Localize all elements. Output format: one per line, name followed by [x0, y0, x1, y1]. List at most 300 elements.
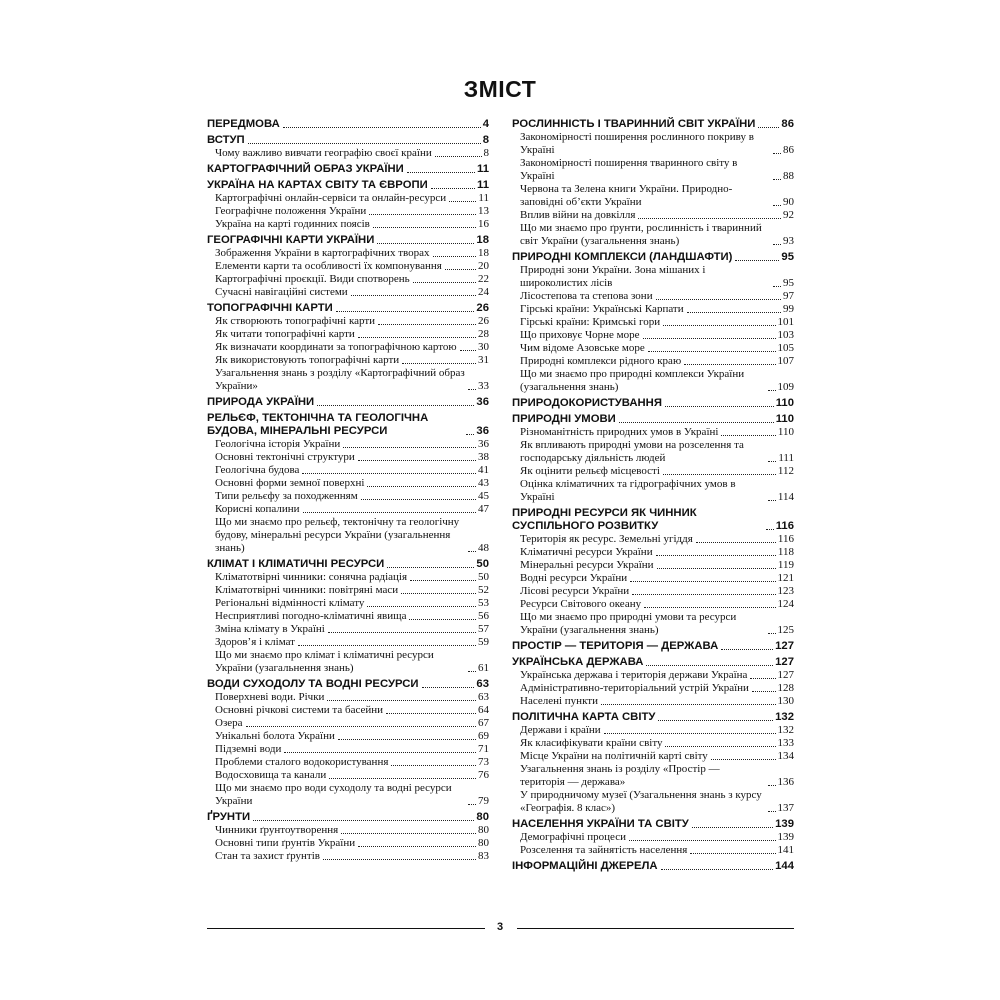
toc-dot-leader [601, 704, 776, 705]
toc-page-number: 28 [478, 328, 489, 340]
toc-entry-title: Як використовують топографічні карти [215, 354, 400, 366]
toc-entry-title: НАСЕЛЕННЯ УКРАЇНИ ТА СВІТУ [512, 818, 689, 830]
toc-page-number: 31 [478, 354, 489, 366]
toc-topic-entry [207, 438, 489, 451]
toc-page-number: 112 [777, 465, 794, 477]
toc-dot-leader [358, 846, 476, 847]
toc-topic-entry [512, 368, 794, 394]
toc-dot-leader [298, 645, 476, 646]
toc-dot-leader [665, 406, 774, 407]
toc-dot-leader [377, 243, 474, 244]
toc-entry-title: Територія як ресурс. Земельні угіддя [520, 533, 693, 545]
toc-dot-leader [663, 474, 776, 475]
toc-dot-leader [768, 811, 776, 812]
toc-page-number: 127 [775, 640, 794, 652]
toc-entry-title: Українська держава і територія держави Україна [520, 669, 748, 681]
toc-section-entry [512, 118, 794, 131]
toc-entry-title: Закономірності поширення рослинного покриву в Україні [520, 131, 754, 156]
toc-entry-title: Що ми знаємо про клімат і кліматичні ресурси України (узагальнення знань) [215, 649, 434, 674]
toc-topic-entry [512, 611, 794, 637]
toc-dot-leader [768, 390, 776, 391]
toc-page-number: 16 [478, 218, 489, 230]
toc-entry-title: Як читати топографічні карти [215, 328, 355, 340]
toc-topic-entry [207, 516, 489, 555]
toc-dot-leader [658, 720, 773, 721]
toc-page-number: 103 [777, 329, 794, 341]
toc-topic-entry [512, 844, 794, 857]
toc-entry-title: Водосховища та канали [215, 769, 327, 781]
toc-entry-title: Держави і країни [520, 724, 601, 736]
toc-entry-title: Що ми знаємо про природні умови та ресурси України (узагальнення знань) [520, 611, 737, 636]
toc-page-number: 118 [777, 546, 794, 558]
toc-entry-title: Геологічна будова [215, 464, 300, 476]
toc-topic-entry [512, 342, 794, 355]
toc-page-number: 8 [482, 134, 489, 146]
toc-page-number: 137 [777, 802, 794, 814]
toc-section-entry [512, 640, 794, 653]
toc-entry-title: Основні типи ґрунтів України [215, 837, 356, 849]
toc-page-number: 101 [777, 316, 794, 328]
toc-dot-leader [604, 733, 776, 734]
toc-topic-entry [207, 730, 489, 743]
toc-entry-title: Як створюють топографічні карти [215, 315, 376, 327]
toc-topic-entry [512, 131, 794, 157]
toc-entry-title: Мінеральні ресурси України [520, 559, 654, 571]
toc-topic-entry [207, 649, 489, 675]
toc-dot-leader [387, 567, 474, 568]
toc-entry-title: Поверхневі води. Річки [215, 691, 325, 703]
toc-topic-entry [512, 585, 794, 598]
toc-page-number: 95 [781, 251, 794, 263]
toc-dot-leader [373, 227, 476, 228]
toc-section-entry [207, 163, 489, 176]
toc-dot-leader [328, 632, 476, 633]
toc-entry-title: Основні форми земної поверхні [215, 477, 365, 489]
toc-topic-entry [207, 704, 489, 717]
toc-topic-entry [207, 691, 489, 704]
toc-entry-title: ПЕРЕДМОВА [207, 118, 280, 130]
toc-topic-entry [207, 490, 489, 503]
toc-topic-entry [207, 341, 489, 354]
toc-topic-entry [512, 439, 794, 465]
toc-section-entry [207, 134, 489, 147]
toc-dot-leader [768, 785, 776, 786]
toc-dot-leader [468, 804, 476, 805]
toc-dot-leader [692, 827, 773, 828]
toc-entry-title: Адміністративно-територіальний устрій України [520, 682, 749, 694]
toc-section-entry [512, 251, 794, 264]
toc-topic-entry [512, 157, 794, 183]
toc-dot-leader [431, 188, 475, 189]
toc-entry-title: ІНФОРМАЦІЙНІ ДЖЕРЕЛА [512, 860, 658, 872]
toc-topic-entry [207, 824, 489, 837]
toc-dot-leader [687, 312, 781, 313]
toc-dot-leader [410, 580, 476, 581]
toc-entry-title: Різноманітність природних умов в Україні [520, 426, 719, 438]
toc-page-number: 105 [777, 342, 794, 354]
toc-entry-title: Природні комплекси рідного краю [520, 355, 682, 367]
toc-dot-leader [358, 337, 476, 338]
toc-topic-entry [207, 584, 489, 597]
toc-topic-entry [207, 756, 489, 769]
toc-entry-title: Оцінка кліматичних та гідрографічних умов в Україні [520, 478, 736, 503]
toc-dot-leader [303, 512, 476, 513]
toc-section-entry [512, 507, 794, 533]
page-title: ЗМІСТ [463, 76, 537, 102]
toc-entry-title: Що ми знаємо про природні комплекси України (узагальнення знань) [520, 368, 745, 393]
toc-entry-title: Проблеми сталого водокористування [215, 756, 389, 768]
toc-entry-title: Типи рельєфу за походженням [215, 490, 358, 502]
toc-entry-title: ПРИРОДНІ УМОВИ [512, 413, 616, 425]
toc-entry-title: Здоров’я і клімат [215, 636, 295, 648]
toc-dot-leader [644, 607, 775, 608]
toc-dot-leader [367, 606, 476, 607]
toc-page-number: 123 [777, 585, 794, 597]
toc-page-number: 134 [777, 750, 794, 762]
toc-page-number: 119 [777, 559, 794, 571]
toc-dot-leader [648, 351, 776, 352]
toc-entry-title: Кліматотвірні чинники: повітряні маси [215, 584, 399, 596]
toc-dot-leader [684, 364, 775, 365]
toc-page-number: 83 [478, 850, 489, 862]
toc-entry-title: КЛІМАТ І КЛІМАТИЧНІ РЕСУРСИ [207, 558, 385, 570]
toc-page-number: 141 [777, 844, 794, 856]
toc-page-number: 127 [775, 656, 794, 668]
toc-topic-entry [512, 763, 794, 789]
toc-section-entry [512, 656, 794, 669]
toc-dot-leader [433, 256, 477, 257]
toc-page-number: 79 [478, 795, 489, 807]
toc-page-number: 73 [478, 756, 489, 768]
toc-entry-title: Водні ресурси України [520, 572, 628, 584]
toc-dot-leader [750, 678, 775, 679]
toc-topic-entry [207, 769, 489, 782]
toc-topic-entry [512, 290, 794, 303]
toc-dot-leader [638, 218, 781, 219]
toc-dot-leader [773, 244, 781, 245]
toc-dot-leader [768, 461, 776, 462]
toc-page-number: 67 [478, 717, 489, 729]
toc-page-number: 30 [478, 341, 489, 353]
toc-page-number: 97 [783, 290, 794, 302]
toc-entry-title: РОСЛИННІСТЬ І ТВАРИННИЙ СВІТ УКРАЇНИ [512, 118, 756, 130]
toc-section-entry [207, 811, 489, 824]
toc-entry-title: Кліматичні ресурси України [520, 546, 653, 558]
toc-entry-title: Населені пункти [520, 695, 598, 707]
toc-page-number: 114 [777, 491, 794, 503]
toc-dot-leader [246, 726, 476, 727]
toc-section-entry [207, 558, 489, 571]
toc-page-number: 57 [478, 623, 489, 635]
toc-topic-entry [207, 636, 489, 649]
footer-rule-right [517, 928, 794, 929]
toc-page-number: 45 [478, 490, 489, 502]
toc-page-number: 132 [777, 724, 794, 736]
toc-dot-leader [284, 752, 476, 753]
toc-dot-leader [351, 295, 476, 296]
toc-page-number: 95 [783, 277, 794, 289]
toc-section-entry [207, 179, 489, 192]
toc-section-entry [207, 118, 489, 131]
toc-entry-title: КАРТОГРАФІЧНИЙ ОБРАЗ УКРАЇНИ [207, 163, 404, 175]
toc-dot-leader [768, 633, 776, 634]
toc-dot-leader [619, 422, 774, 423]
toc-topic-entry [207, 260, 489, 273]
toc-page-number: 128 [777, 682, 794, 694]
toc-page-number: 41 [478, 464, 489, 476]
toc-entry-title: Природні зони України. Зона мішаних і широколистих лісів [520, 264, 706, 289]
toc-dot-leader [449, 201, 476, 202]
toc-topic-entry [207, 743, 489, 756]
toc-entry-title: ВСТУП [207, 134, 245, 146]
toc-page-number: 38 [478, 451, 489, 463]
toc-page-number: 13 [478, 205, 489, 217]
toc-dot-leader [435, 156, 482, 157]
toc-entry-title: Лісостепова та степова зони [520, 290, 653, 302]
toc-dot-leader [413, 282, 476, 283]
toc-dot-leader [283, 127, 481, 128]
toc-page-number: 4 [482, 118, 489, 130]
toc-topic-entry [207, 205, 489, 218]
toc-entry-title: Основні річкові системи та басейни [215, 704, 384, 716]
toc-dot-leader [302, 473, 476, 474]
toc-dot-leader [643, 338, 776, 339]
toc-section-entry [207, 234, 489, 247]
toc-page-number: 136 [777, 776, 794, 788]
toc-entry-title: ПРИРОДНІ РЕСУРСИ ЯК ЧИННИК СУСПІЛЬНОГО РОЗВИТКУ [512, 507, 697, 532]
toc-page-number: 18 [478, 247, 489, 259]
toc-page-number: 90 [783, 196, 794, 208]
toc-entry-title: Що ми знаємо про рельєф, тектонічну та геологічну будову, мінеральні ресурси України (узагальнення знань) [215, 516, 460, 554]
toc-topic-entry [207, 503, 489, 516]
toc-topic-entry [207, 610, 489, 623]
toc-topic-entry [207, 273, 489, 286]
toc-dot-leader [323, 859, 476, 860]
toc-dot-leader [468, 671, 476, 672]
toc-page-number: 116 [777, 533, 794, 545]
toc-entry-title: Чинники ґрунтоутворення [215, 824, 339, 836]
toc-topic-entry [512, 598, 794, 611]
toc-dot-leader [402, 363, 476, 364]
toc-page-number: 11 [478, 192, 489, 204]
toc-entry-title: Місце України на політичній карті світу [520, 750, 708, 762]
toc-dot-leader [663, 325, 775, 326]
toc-dot-leader [768, 500, 776, 501]
toc-topic-entry [512, 329, 794, 342]
toc-entry-title: Основні тектонічні структури [215, 451, 355, 463]
toc-page-number: 50 [478, 571, 489, 583]
toc-entry-title: Геологічна історія України [215, 438, 341, 450]
toc-topic-entry [512, 789, 794, 815]
toc-dot-leader [646, 665, 773, 666]
toc-page-number: 144 [775, 860, 794, 872]
toc-entry-title: Чим відоме Азовське море [520, 342, 645, 354]
toc-dot-leader [341, 833, 476, 834]
toc-topic-entry [512, 546, 794, 559]
toc-dot-leader [369, 214, 476, 215]
toc-dot-leader [773, 286, 781, 287]
toc-entry-title: ГЕОГРАФІЧНІ КАРТИ УКРАЇНИ [207, 234, 375, 246]
toc-dot-leader [460, 350, 476, 351]
toc-entry-title: Стан та захист ґрунтів [215, 850, 320, 862]
toc-topic-entry [207, 850, 489, 863]
toc-entry-title: Розселення та зайнятість населення [520, 844, 688, 856]
toc-dot-leader [735, 260, 779, 261]
toc-dot-leader [711, 759, 776, 760]
toc-page-number: 43 [478, 477, 489, 489]
toc-dot-leader [690, 853, 775, 854]
toc-page-number: 24 [478, 286, 489, 298]
toc-dot-leader [773, 179, 781, 180]
toc-dot-leader [343, 447, 476, 448]
toc-entry-title: ПРОСТІР — ТЕРИТОРІЯ — ДЕРЖАВА [512, 640, 719, 652]
toc-dot-leader [752, 691, 776, 692]
toc-dot-leader [758, 127, 779, 128]
toc-dot-leader [721, 435, 775, 436]
toc-topic-entry [207, 451, 489, 464]
toc-page-number: 26 [478, 315, 489, 327]
toc-page-number: 63 [476, 678, 489, 690]
toc-entry-title: Лісові ресурси України [520, 585, 630, 597]
toc-dot-leader [445, 269, 476, 270]
toc-dot-leader [629, 840, 776, 841]
toc-entry-title: Корисні копалини [215, 503, 300, 515]
toc-dot-leader [721, 649, 773, 650]
toc-dot-leader [422, 687, 475, 688]
toc-section-entry [512, 413, 794, 426]
toc-page-number: 8 [483, 147, 489, 159]
toc-entry-title: Як класифікувати країни світу [520, 737, 663, 749]
toc-entry-title: Що ми знаємо про ґрунти, рослинність і тваринний світ України (узагальнення знань) [520, 222, 762, 247]
toc-entry-title: Україна на карті годинних поясів [215, 218, 370, 230]
toc-page-number: 61 [478, 662, 489, 674]
toc-dot-leader [657, 568, 776, 569]
toc-page-number: 80 [478, 824, 489, 836]
toc-topic-entry [207, 147, 489, 160]
toc-page-number: 20 [478, 260, 489, 272]
toc-page-number: 18 [476, 234, 489, 246]
toc-page-number: 36 [478, 438, 489, 450]
toc-entry-title: Вплив війни на довкілля [520, 209, 636, 221]
toc-page-number: 125 [777, 624, 794, 636]
toc-entry-title: Як впливають природні умови на розселення та господарську діяльність людей [520, 439, 744, 464]
toc-entry-title: Гірські країни: Кримські гори [520, 316, 661, 328]
toc-page-number: 53 [478, 597, 489, 609]
toc-page-number: 124 [777, 598, 794, 610]
toc-page-number: 139 [775, 818, 794, 830]
toc-dot-leader [407, 172, 475, 173]
toc-entry-title: ПРИРОДНІ КОМПЛЕКСИ (ЛАНДШАФТИ) [512, 251, 733, 263]
toc-dot-leader [766, 529, 774, 530]
footer-rule-left [207, 928, 485, 929]
toc-left-column [207, 118, 489, 863]
toc-topic-entry [207, 367, 489, 393]
toc-page-number: 64 [478, 704, 489, 716]
toc-page-number: 11 [477, 179, 489, 191]
toc-page-number: 93 [783, 235, 794, 247]
toc-page-number: 127 [777, 669, 794, 681]
toc-entry-title: Як оцінити рельєф місцевості [520, 465, 660, 477]
toc-page-number: 86 [781, 118, 794, 130]
toc-topic-entry [512, 478, 794, 504]
toc-topic-entry [207, 597, 489, 610]
toc-page-number: 86 [783, 144, 794, 156]
toc-entry-title: Картографічні онлайн-сервіси та онлайн-ресурси [215, 192, 447, 204]
toc-topic-entry [512, 316, 794, 329]
toc-dot-leader [661, 869, 774, 870]
toc-page-number: 80 [478, 837, 489, 849]
toc-entry-title: УКРАЇНА НА КАРТАХ СВІТУ ТА ЄВРОПИ [207, 179, 428, 191]
toc-topic-entry [512, 303, 794, 316]
toc-page-number: 133 [777, 737, 794, 749]
toc-entry-title: Сучасні навігаційні системи [215, 286, 348, 298]
toc-topic-entry [207, 354, 489, 367]
toc-entry-title: Гірські країни: Українські Карпати [520, 303, 684, 315]
toc-page-number: 110 [775, 397, 794, 409]
toc-dot-leader [358, 460, 476, 461]
toc-entry-title: ҐРУНТИ [207, 811, 251, 823]
toc-topic-entry [512, 533, 794, 546]
toc-page-number: 52 [478, 584, 489, 596]
toc-section-entry [207, 678, 489, 691]
toc-section-entry [512, 860, 794, 873]
toc-entry-title: Ресурси Світового океану [520, 598, 642, 610]
toc-topic-entry [207, 837, 489, 850]
toc-dot-leader [468, 389, 476, 390]
toc-entry-title: РЕЛЬЄФ, ТЕКТОНІЧНА ТА ГЕОЛОГІЧНА БУДОВА, МІНЕРАЛЬНІ РЕСУРСИ [207, 412, 429, 437]
toc-topic-entry [512, 669, 794, 682]
toc-entry-title: ТОПОГРАФІЧНІ КАРТИ [207, 302, 333, 314]
toc-dot-leader [656, 299, 781, 300]
toc-page-number: 99 [783, 303, 794, 315]
toc-page-number: 88 [783, 170, 794, 182]
toc-right-column [512, 118, 794, 873]
toc-entry-title: Підземні води [215, 743, 282, 755]
toc-dot-leader [327, 700, 476, 701]
toc-entry-title: Картографічні проєкції. Види спотворень [215, 273, 410, 285]
toc-page-number: 111 [778, 452, 794, 464]
toc-page-number: 56 [478, 610, 489, 622]
toc-topic-entry [207, 477, 489, 490]
toc-topic-entry [512, 355, 794, 368]
toc-page-number: 110 [775, 413, 794, 425]
toc-dot-leader [401, 593, 476, 594]
toc-dot-leader [665, 746, 775, 747]
toc-topic-entry [512, 572, 794, 585]
toc-topic-entry [512, 183, 794, 209]
toc-page-number: 132 [775, 711, 794, 723]
toc-section-entry [512, 397, 794, 410]
toc-entry-title: Червона та Зелена книги України. Природно-заповідні об’єкти України [520, 183, 733, 208]
toc-page-number: 59 [478, 636, 489, 648]
toc-entry-title: Несприятливі погодно-кліматичні явища [215, 610, 407, 622]
toc-dot-leader [329, 778, 476, 779]
toc-topic-entry [207, 192, 489, 205]
toc-page-number: 71 [478, 743, 489, 755]
toc-section-entry [207, 302, 489, 315]
toc-page-number: 121 [777, 572, 794, 584]
toc-section-entry [207, 396, 489, 409]
toc-dot-leader [386, 713, 476, 714]
toc-entry-title: УКРАЇНСЬКА ДЕРЖАВА [512, 656, 644, 668]
toc-topic-entry [512, 465, 794, 478]
toc-page-number: 36 [476, 425, 489, 437]
toc-page-number: 22 [478, 273, 489, 285]
toc-dot-leader [632, 594, 775, 595]
toc-page-number: 110 [777, 426, 794, 438]
toc-entry-title: Географічне положення України [215, 205, 367, 217]
toc-topic-entry [512, 737, 794, 750]
